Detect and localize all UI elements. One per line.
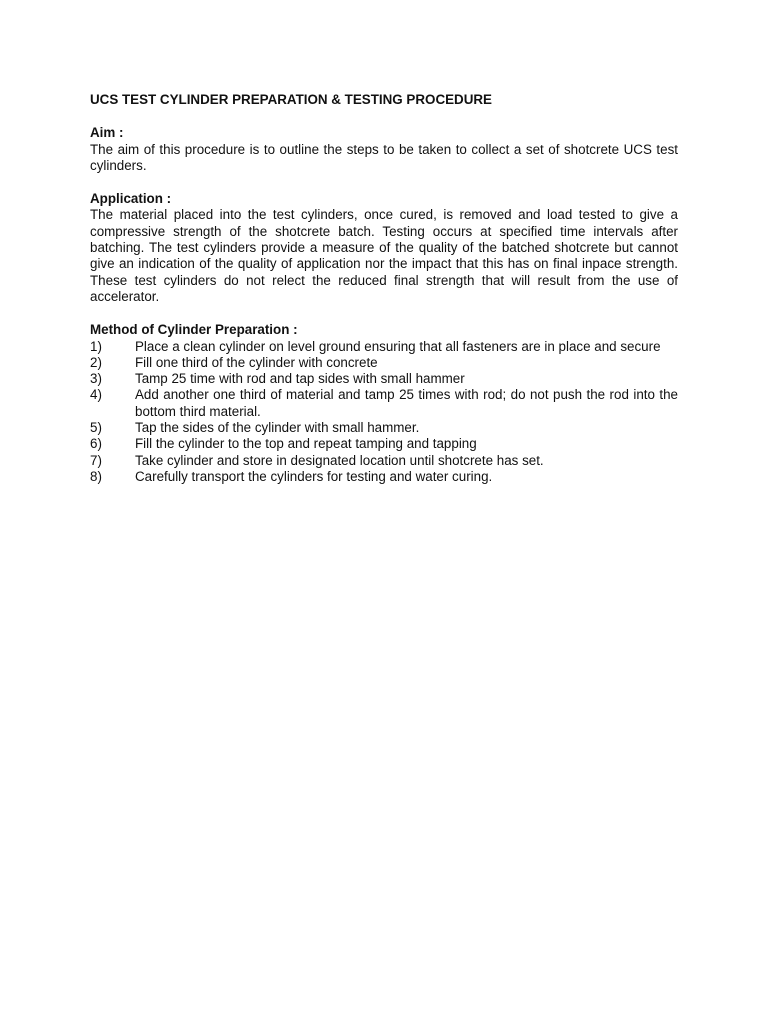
step-text: Carefully transport the cylinders for testing and water curing. bbox=[135, 468, 493, 484]
aim-text: The aim of this procedure is to outline the steps to be taken to collect a set of shotcrete UCS test cylinders. bbox=[90, 141, 678, 173]
method-step bbox=[90, 436, 678, 452]
method-step bbox=[90, 469, 678, 485]
method-steps-list bbox=[90, 339, 678, 486]
step-number: 3) bbox=[90, 371, 102, 387]
aim-section bbox=[90, 125, 678, 174]
step-number: 4) bbox=[90, 387, 102, 403]
method-step bbox=[90, 355, 678, 371]
step-text: Place a clean cylinder on level ground ensuring that all fasteners are in place and secure bbox=[135, 338, 661, 354]
method-heading: Method of Cylinder Preparation : bbox=[90, 322, 298, 338]
step-text: Add another one third of material and tamp 25 times with rod; do not push the rod into the bottom third material. bbox=[135, 387, 678, 419]
document-page bbox=[90, 92, 678, 485]
step-text: Tap the sides of the cylinder with small hammer. bbox=[135, 420, 420, 436]
application-heading: Application : bbox=[90, 191, 172, 207]
step-number: 5) bbox=[90, 420, 102, 436]
step-number: 7) bbox=[90, 452, 102, 468]
method-step bbox=[90, 339, 678, 355]
method-step bbox=[90, 420, 678, 436]
step-text: Fill the cylinder to the top and repeat tamping and tapping bbox=[135, 436, 477, 452]
step-number: 2) bbox=[90, 354, 102, 370]
step-text: Tamp 25 time with rod and tap sides with small hammer bbox=[135, 371, 465, 387]
method-step bbox=[90, 387, 678, 420]
step-text: Fill one third of the cylinder with concrete bbox=[135, 354, 378, 370]
application-section bbox=[90, 191, 678, 305]
aim-heading: Aim : bbox=[90, 125, 124, 141]
method-step bbox=[90, 453, 678, 469]
application-text: The material placed into the test cylinders, once cured, is removed and load tested to give a compressive strength of the shotcrete batch. Testing occurs at specified time intervals after batching. The test cylinders provide a measure of the quality of the batched shotcrete but cannot give an indication of the quality of application nor the impact that this has on final inpace strength. These test cylinders do not relect the reduced final strength that will result from the use of accelerator. bbox=[90, 207, 678, 304]
step-number: 8) bbox=[90, 468, 102, 484]
step-text: Take cylinder and store in designated location until shotcrete has set. bbox=[135, 452, 544, 468]
method-section bbox=[90, 322, 678, 485]
method-step bbox=[90, 371, 678, 387]
step-number: 1) bbox=[90, 338, 102, 354]
document-title: UCS TEST CYLINDER PREPARATION & TESTING PROCEDURE bbox=[90, 92, 492, 107]
step-number: 6) bbox=[90, 436, 102, 452]
